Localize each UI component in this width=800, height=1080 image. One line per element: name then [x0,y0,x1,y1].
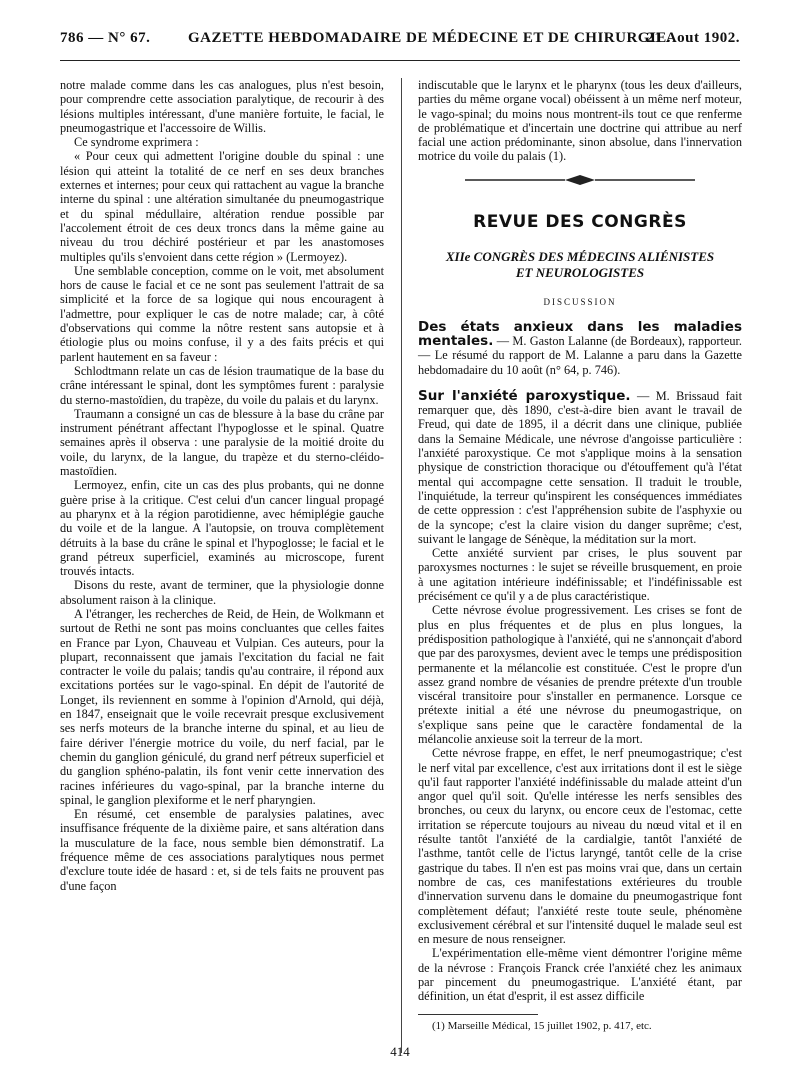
page-number: 414 [390,1044,410,1059]
paragraph: Disons du reste, avant de terminer, que la physiologie donne absolument raison à la clinique. [60,578,384,607]
column-divider [401,78,402,1053]
paragraph: A l'étranger, les recherches de Reid, de Hein, de Wolkmann et surtout de Rethi ne sont pas moins concluantes que celles faites en France par Lyon, Chauveau et Vulpian. Ces auteurs, pour la plupart, reconnaissent que jamais l'excitation du facial ne fait contracter le voile du palais; tandis qu'au contraire, il répond aux excitations portées sur le vago-spinal. En dépit de l'autorité de Longet, ils reviennent en somme à l'opinion d'Arnold, qui déjà, en 1847, enseignait que le voile recevrait presque exclusivement ses nerfs moteurs de la branche interne du spinal, et au lieu de faire dériver l'énergie motrice du voile, du nerf facial, par le chemin du ganglion géniculé, du grand nerf pétreux superficiel et du ganglion sphéno-palatin, ils font venir cette innervation des racines inférieures du vago-spinal, par la branche interne du spinal, le ganglion plexiforme et le nerf pharyngien. [60,606,384,807]
page-issue-number: 786 — N° 67. [60,30,151,46]
paragraph: Cette névrose frappe, en effet, le nerf pneumogastrique; c'est le nerf vital par excellence, c'est aux irritations dont il est le siège qu'il faut rapporter l'anxiété indéfinissable du malade atteint d'un angor quel qu'il soit. Qu'elle intéresse les nerfs sensibles des bronches, ou ceux du larynx, ou encore ceux de l'estomac, cette irritation se répercute toujours au niveau du nœud vital et il en résulte tantôt l'anxiété de la cardialgie, tantôt l'anxiété de l'asthme, tantôt celle de l'ictus laryngé, tantôt celle de la crise gastrique du tabes. Il n'en est pas moins vrai que, dans un certain nombre de cas, ces manifestations extérieures du trouble d'innervation survenu dans le domaine du pneumogastrique font complètement défaut; l'anxiété reste toute seule, phénomène exclusivement cérébral et sur l'intensité duquel le malade seul est en mesure de nous renseigner. [418,746,742,947]
item-text: — M. Gaston Lalanne (de Bordeaux), rapporteur. — Le résumé du rapport de M. Lalanne a paru dans la Gazette hebdomadaire du 10 août (n° 64, p. 746). [418,333,742,377]
paragraph: Lermoyez, enfin, cite un cas des plus probants, qui ne donne guère prise à la critique. C'est celui d'un cancer lingual propagé au pharynx et à la région parotidienne, avec hémiplégie gauche du voile et de la langue. A l'autopsie, on trouva complètement détruits à la base du crâne le spinal et l'hypoglosse; le facial et le grand pétreux superficiel, examinés au microscope, furent trouvés intacts. [60,478,384,579]
item-title: Sur l'anxiété paroxystique. [418,387,631,404]
congress-title-line: ET NEUROLOGISTES [515,265,645,281]
paragraph: Cette névrose évolue progressivement. Les crises se font de plus en plus fréquentes et de plus en plus longues, la prédisposition pathologique à l'anxiété, qui ne s'annonçait d'abord que par des paroxysmes, devient avec le temps une prédisposition permanente et la mélancolie est constituée. C'est le propre d'un assez grand nombre de vésanies de prendre prétexte d'un trouble viscéral transitoire pour s'installer en permanence. Lorsque ce prétexte initial a été une névrose du pneumogastrique, on s'explique sans peine que le caractère fondamental de la mélancolie anxieuse soit la terreur de la mort. [418,603,742,746]
gazette-page [60,26,740,1071]
ornament-divider [418,174,742,189]
left-column [60,78,384,893]
congress-item [418,320,742,377]
footnote-rule [418,1014,538,1015]
paragraph: En résumé, cet ensemble de paralysies palatines, avec insuffisance fréquente de la dixième paire, et sans altération dans la musculature de la face, nous semble bien démonstratif. La fréquence même de ces associations paralytiques nous permet d'exclure toute idée de hasard : et, si de tels faits ne prouvent pas d'une façon [60,807,384,893]
item-text: — M. Brissaud fait remarquer que, dès 1890, c'est-à-dire bien avant le travail de Freud, qui date de 1895, il a décrit dans une clinique, publiée dans la Semaine Médicale, une névrose d'angoisse particulière : l'anxiété paroxystique. Ce mot s'applique moins à la sensation physique de constriction thoracique ou d'étouffement qu'à l'état mental qui accompagne cette sensation. Il traduit le trouble, l'inquiétude, la terreur qu'inspirent les conséquences immédiates de cette oppression : c'est l'appréhension subite de l'asphyxie ou de la syncope; c'est la claire vision du danger suprême; c'est, suivant le langage de Sénèque, la méditation sur la mort. [418,388,742,546]
ornament-rule-icon [465,174,695,186]
paragraph: Une semblable conception, comme on le voit, met absolument hors de cause le facial et ce ne sont pas seulement l'attrait de sa simplicité et la force de sa logique qui nous encouragent à l'admettre, pour expliquer le cas de notre malade; car, à côté d'observations qui comme la nôtre restent sans autopsie et à étiologie plus ou moins confuse, il y a des faits précis et qui parlent hautement en sa faveur : [60,263,384,364]
header-rule [60,60,740,61]
item-title: Des états anxieux dans les maladies mentales. [418,318,742,349]
footnote: (1) Marseille Médical, 15 juillet 1902, p. 417, etc. [432,1019,652,1032]
journal-title: GAZETTE HEBDOMADAIRE DE MÉDECINE ET DE CHIRURGIE. [188,30,672,46]
right-column [418,78,742,1033]
paragraph: Traumann a consigné un cas de blessure à la base du crâne par instrument pénétrant affectant l'hypoglosse et le spinal. Quatre semaines après il observa : une paralysie de la moitié droite du voile, du larynx, de la langue, du trapèze et du sterno-cléido-mastoïdien. [60,406,384,479]
paragraph: « Pour ceux qui admettent l'origine double du spinal : une lésion qui atteint la totalité de ce nerf en ses deux branches externes et internes; pour ceux qui rattachent au vague la branche interne du spinal : une altération simultanée du pneumogastrique et du spinal médullaire, altération rendue possible par l'accolement étroit de ces deux troncs dans la même gaine au niveau du trou déchiré postérieur et par les anastomoses multiples qu'ils s'envoient dans cette région » (Lermoyez). [60,149,384,264]
paragraph: Ce syndrome exprimera : [74,135,199,150]
section-title: REVUE DES CONGRÈS [473,212,687,233]
paragraph: indiscutable que le larynx et le pharynx (tous les deux d'ailleurs, parties du même organe vocal) obéissent à un même nerf moteur, le vago-spinal; du moins nous montrent-ils tout ce que renferme de problématique et d'incertain une doctrine qui attribue au nerf facial une action prédominante, sinon absolue, dans l'innervation motrice du voile du palais (1). [418,78,742,164]
paragraph: Schlodtmann relate un cas de lésion traumatique de la base du crâne intéressant le spinal, dont les symptômes furent : paralysie du sterno-mastoïdien, du trapèze, du voile du palais et du larynx. [60,363,384,407]
paragraph: Cette anxiété survient par crises, le plus souvent par paroxysmes nocturnes : le sujet se réveille brusquement, en proie à une agitation intérieure indéfinissable; et l'indéfinissable est précisément ce qu'il y a de plus caractéristique. [418,546,742,604]
discussion-label: DISCUSSION [543,297,617,308]
congress-item [418,389,742,546]
issue-date: 21 Aout 1902. [646,30,740,46]
page-header [60,26,740,50]
paragraph: L'expérimentation elle-même vient démontrer l'origine même de la névrose : François Franck crée l'anxiété chez les animaux par pincement du pneumogastrique. L'anxiété étant, par définition, un état d'esprit, il est assez difficile [418,946,742,1004]
congress-title [418,249,742,281]
paragraph: notre malade comme dans les cas analogues, plus n'est besoin, pour comprendre cette association paralytique, de recourir à des lésions multiples intéressant, d'une manière fortuite, le facial, le pneumogastrique et l'accessoire de Willis. [60,78,384,135]
congress-title-line: XIIe CONGRÈS DES MÉDECINS ALIÉNISTES [445,249,715,265]
